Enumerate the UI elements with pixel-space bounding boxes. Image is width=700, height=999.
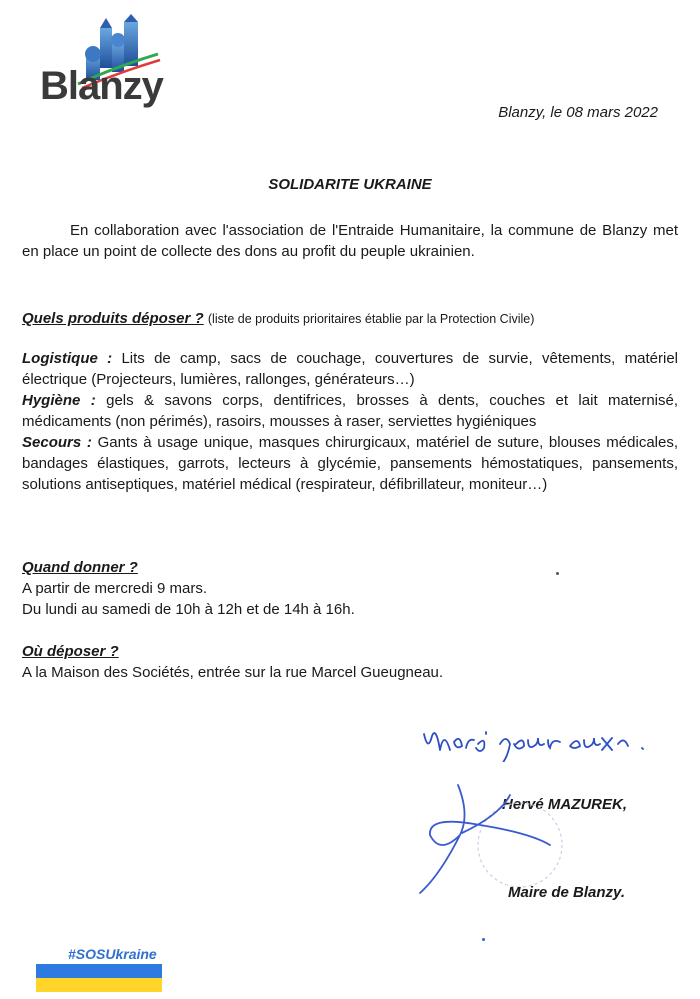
when-line: Du lundi au samedi de 10h à 12h et de 14h à 16h. <box>22 601 355 618</box>
when-line: A partir de mercredi 9 mars. <box>22 580 208 597</box>
category-text: gels & savons corps, dentifrices, brosses à dents, couches et lait maternisé, médicaments (non périmés), rasoirs, mousses à raser, serviettes hygiéniques <box>22 392 679 430</box>
when-section <box>22 557 678 620</box>
tower-shape <box>124 22 138 66</box>
hashtag-label: #SOSUkraine <box>68 946 157 962</box>
products-question <box>22 308 678 330</box>
products-question-note: (liste de produits prioritaires établie par la Protection Civile) <box>207 312 535 326</box>
product-categories <box>22 348 678 495</box>
when-heading: Quand donner ? <box>22 559 138 576</box>
date-line: Blanzy, le 08 mars 2022 <box>498 104 658 121</box>
where-heading: Où déposer ? <box>22 643 119 660</box>
intro-paragraph: En collaboration avec l'association de l'Entraide Humanitaire, la commune de Blanzy met en place un point de collecte des dons au profit du peuple ukrainien. <box>22 222 678 260</box>
category-logistique <box>22 348 678 390</box>
category-text: Gants à usage unique, masques chirurgicaux, matériel de suture, blouses médicales, bandages élastiques, garrots, lecteurs à glycémie, pansements hémostatiques, pansements, solutions antiseptiques, matériel médical (respirateur, défibrillateur, moniteur…) <box>22 434 678 493</box>
category-text: Lits de camp, sacs de couchage, couvertures de survie, vêtements, matériel électrique (Projecteurs, lumières, rallonges, générateurs…) <box>22 350 678 388</box>
category-hygiene <box>22 390 678 432</box>
category-secours <box>22 432 678 495</box>
where-section <box>22 641 678 683</box>
flag-blue-stripe <box>36 964 162 978</box>
category-label: Secours : <box>22 434 92 451</box>
products-question-heading: Quels produits déposer ? <box>22 310 204 327</box>
tower-shape <box>100 28 112 68</box>
handwritten-thanks <box>420 722 650 762</box>
signer-role: Maire de Blanzy. <box>508 884 625 901</box>
flag-yellow-stripe <box>36 978 162 992</box>
signer-name: Hervé MAZUREK, <box>502 796 628 813</box>
document-title: SOLIDARITE UKRAINE <box>268 176 432 193</box>
category-label: Logistique : <box>22 350 113 367</box>
ink-mark <box>482 938 485 941</box>
where-line: A la Maison des Sociétés, entrée sur la rue Marcel Gueugneau. <box>22 664 444 681</box>
ukraine-flag <box>36 964 162 992</box>
category-label: Hygiène : <box>22 392 96 409</box>
ink-mark <box>556 572 559 575</box>
logo-wordmark: Blanzy <box>40 64 163 108</box>
